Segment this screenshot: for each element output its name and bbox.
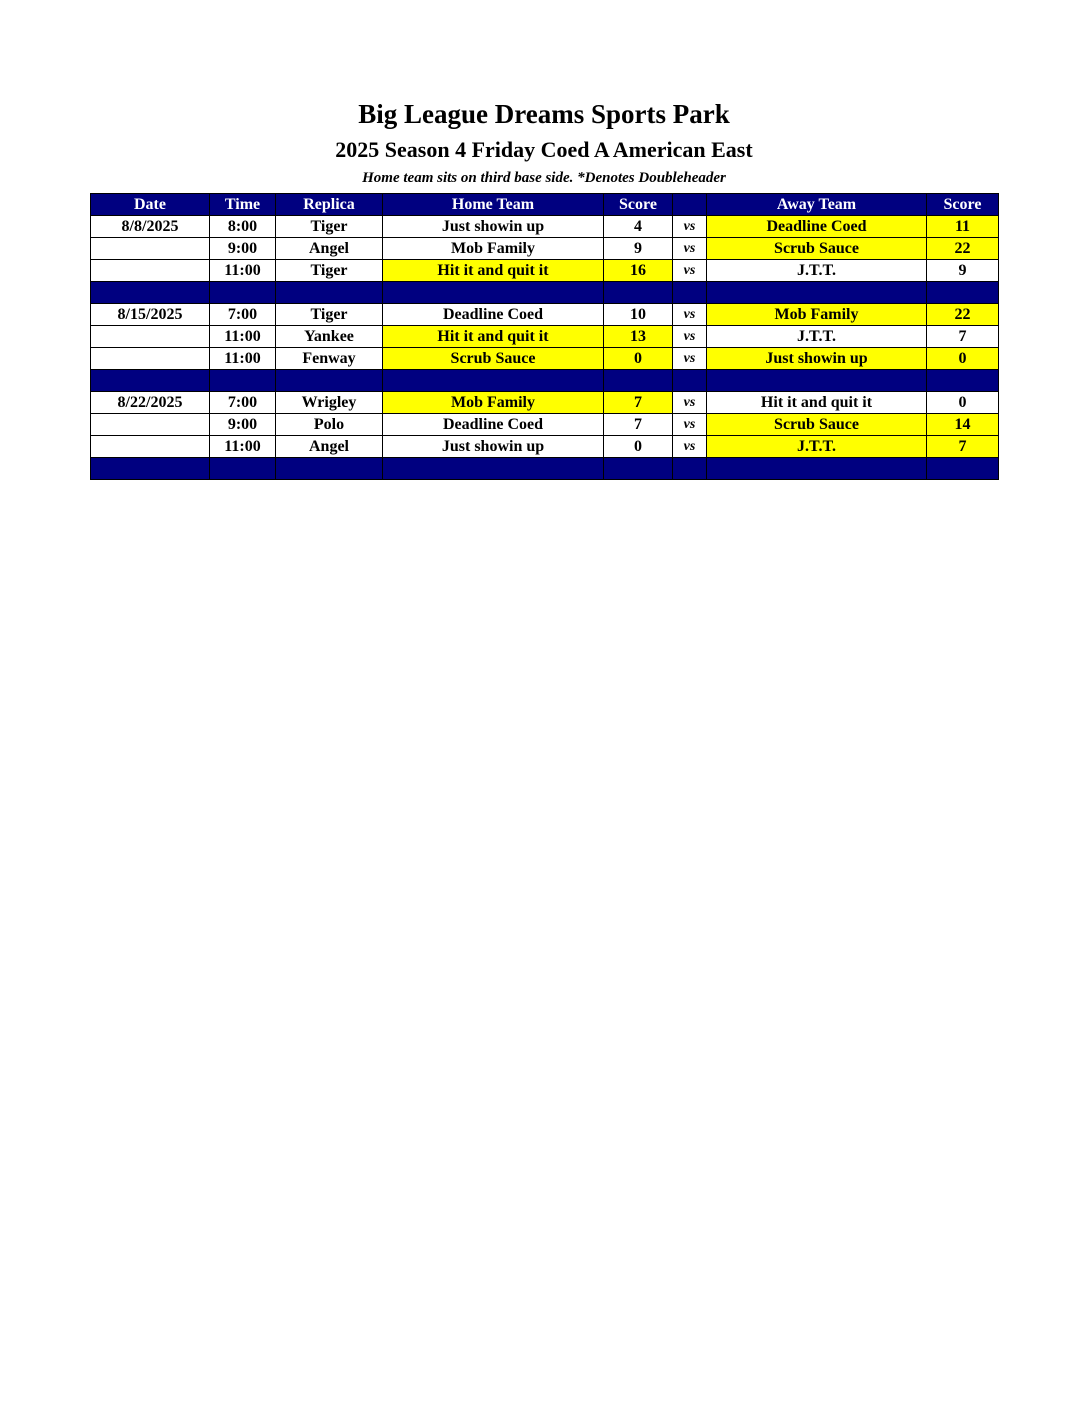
- schedule-note: Home team sits on third base side. *Denotes Doubleheader: [362, 170, 726, 186]
- separator-cell: [276, 458, 383, 480]
- home-team-cell: Hit it and quit it: [383, 326, 604, 348]
- week-separator-row: [91, 282, 999, 304]
- home-team-cell: Deadline Coed: [383, 304, 604, 326]
- home-score-cell: 7: [604, 392, 673, 414]
- date-cell: 8/15/2025: [91, 304, 210, 326]
- schedule-table: [90, 193, 999, 480]
- separator-cell: [210, 458, 276, 480]
- time-cell: 9:00: [210, 414, 276, 436]
- date-cell: [91, 326, 210, 348]
- separator-cell: [91, 370, 210, 392]
- replica-cell: Tiger: [276, 260, 383, 282]
- home-score-cell: 16: [604, 260, 673, 282]
- separator-cell: [210, 370, 276, 392]
- table-row: [91, 216, 999, 238]
- home-score-cell: 10: [604, 304, 673, 326]
- table-row: [91, 436, 999, 458]
- time-cell: 7:00: [210, 392, 276, 414]
- date-cell: [91, 436, 210, 458]
- away-team-cell: J.T.T.: [707, 260, 927, 282]
- col-header-replica: Replica: [276, 194, 383, 216]
- page-subtitle: 2025 Season 4 Friday Coed A American East: [335, 137, 753, 162]
- date-cell: 8/22/2025: [91, 392, 210, 414]
- away-score-cell: 9: [927, 260, 999, 282]
- home-score-cell: 9: [604, 238, 673, 260]
- col-header-home-score: Score: [604, 194, 673, 216]
- date-cell: 8/8/2025: [91, 216, 210, 238]
- week-separator-row: [91, 370, 999, 392]
- separator-cell: [383, 458, 604, 480]
- vs-cell: vs: [673, 392, 707, 414]
- vs-cell: vs: [673, 414, 707, 436]
- away-team-cell: Just showin up: [707, 348, 927, 370]
- date-cell: [91, 414, 210, 436]
- vs-cell: vs: [673, 260, 707, 282]
- week-separator-row: [91, 458, 999, 480]
- separator-cell: [707, 370, 927, 392]
- separator-cell: [604, 458, 673, 480]
- separator-cell: [276, 370, 383, 392]
- separator-cell: [383, 370, 604, 392]
- away-team-cell: Scrub Sauce: [707, 414, 927, 436]
- replica-cell: Angel: [276, 238, 383, 260]
- away-score-cell: 7: [927, 436, 999, 458]
- vs-cell: vs: [673, 326, 707, 348]
- replica-cell: Angel: [276, 436, 383, 458]
- table-row: [91, 348, 999, 370]
- home-team-cell: Deadline Coed: [383, 414, 604, 436]
- away-team-cell: J.T.T.: [707, 436, 927, 458]
- table-row: [91, 304, 999, 326]
- col-header-home-team: Home Team: [383, 194, 604, 216]
- col-header-vs: [673, 194, 707, 216]
- separator-cell: [707, 458, 927, 480]
- home-team-cell: Scrub Sauce: [383, 348, 604, 370]
- date-cell: [91, 348, 210, 370]
- away-team-cell: J.T.T.: [707, 326, 927, 348]
- away-score-cell: 14: [927, 414, 999, 436]
- home-team-cell: Mob Family: [383, 392, 604, 414]
- table-row: [91, 238, 999, 260]
- time-cell: 7:00: [210, 304, 276, 326]
- time-cell: 9:00: [210, 238, 276, 260]
- separator-cell: [604, 370, 673, 392]
- home-score-cell: 0: [604, 436, 673, 458]
- away-team-cell: Deadline Coed: [707, 216, 927, 238]
- col-header-away-score: Score: [927, 194, 999, 216]
- vs-cell: vs: [673, 238, 707, 260]
- separator-cell: [673, 458, 707, 480]
- separator-cell: [927, 458, 999, 480]
- vs-cell: vs: [673, 348, 707, 370]
- separator-cell: [276, 282, 383, 304]
- separator-cell: [673, 370, 707, 392]
- col-header-away-team: Away Team: [707, 194, 927, 216]
- replica-cell: Polo: [276, 414, 383, 436]
- home-score-cell: 7: [604, 414, 673, 436]
- home-score-cell: 4: [604, 216, 673, 238]
- away-team-cell: Mob Family: [707, 304, 927, 326]
- separator-cell: [91, 458, 210, 480]
- vs-cell: vs: [673, 436, 707, 458]
- col-header-date: Date: [91, 194, 210, 216]
- home-team-cell: Just showin up: [383, 436, 604, 458]
- away-score-cell: 0: [927, 348, 999, 370]
- away-score-cell: 0: [927, 392, 999, 414]
- separator-cell: [604, 282, 673, 304]
- away-score-cell: 22: [927, 304, 999, 326]
- separator-cell: [210, 282, 276, 304]
- date-cell: [91, 260, 210, 282]
- separator-cell: [91, 282, 210, 304]
- separator-cell: [673, 282, 707, 304]
- separator-cell: [383, 282, 604, 304]
- replica-cell: Fenway: [276, 348, 383, 370]
- separator-cell: [927, 370, 999, 392]
- table-row: [91, 392, 999, 414]
- replica-cell: Wrigley: [276, 392, 383, 414]
- away-team-cell: Hit it and quit it: [707, 392, 927, 414]
- replica-cell: Yankee: [276, 326, 383, 348]
- away-score-cell: 7: [927, 326, 999, 348]
- col-header-time: Time: [210, 194, 276, 216]
- table-row: [91, 326, 999, 348]
- time-cell: 11:00: [210, 436, 276, 458]
- date-cell: [91, 238, 210, 260]
- away-score-cell: 11: [927, 216, 999, 238]
- schedule-body: [91, 216, 999, 480]
- time-cell: 11:00: [210, 348, 276, 370]
- away-score-cell: 22: [927, 238, 999, 260]
- table-header-row: [91, 194, 999, 216]
- home-score-cell: 0: [604, 348, 673, 370]
- home-team-cell: Mob Family: [383, 238, 604, 260]
- home-score-cell: 13: [604, 326, 673, 348]
- replica-cell: Tiger: [276, 216, 383, 238]
- table-row: [91, 414, 999, 436]
- time-cell: 11:00: [210, 260, 276, 282]
- home-team-cell: Hit it and quit it: [383, 260, 604, 282]
- separator-cell: [707, 282, 927, 304]
- vs-cell: vs: [673, 216, 707, 238]
- time-cell: 11:00: [210, 326, 276, 348]
- vs-cell: vs: [673, 304, 707, 326]
- table-row: [91, 260, 999, 282]
- page-title: Big League Dreams Sports Park: [358, 99, 730, 129]
- replica-cell: Tiger: [276, 304, 383, 326]
- time-cell: 8:00: [210, 216, 276, 238]
- home-team-cell: Just showin up: [383, 216, 604, 238]
- separator-cell: [927, 282, 999, 304]
- away-team-cell: Scrub Sauce: [707, 238, 927, 260]
